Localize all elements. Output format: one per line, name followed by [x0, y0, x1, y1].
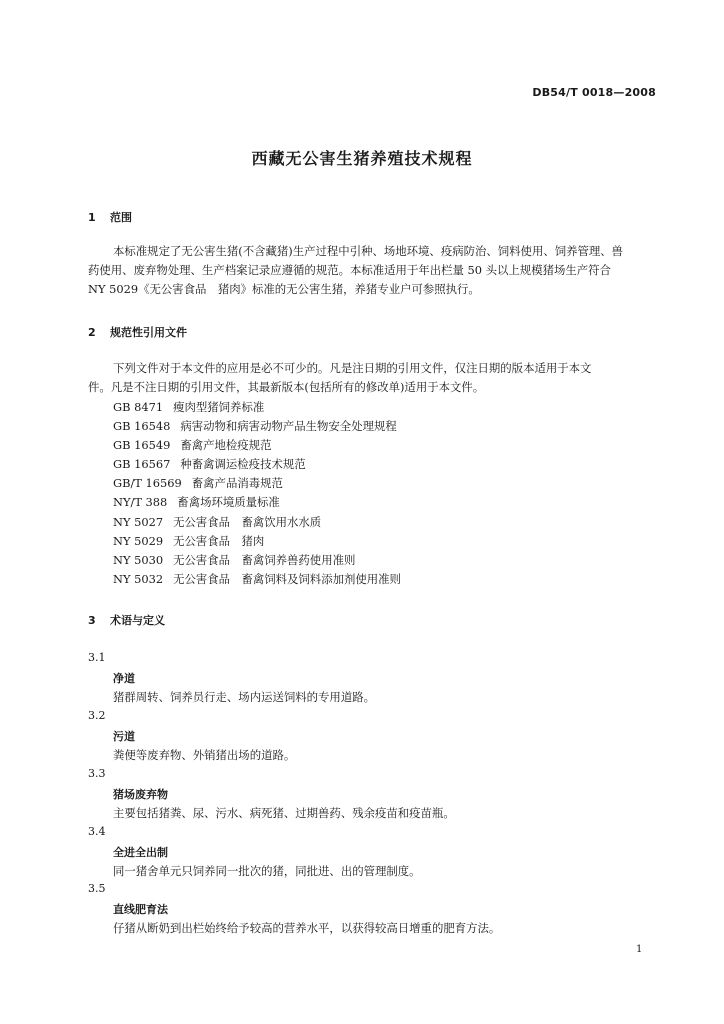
reference-title: 病害动物和病害动物产品生物安全处理规程	[180, 419, 397, 434]
term-name: 猪场废弃物	[113, 788, 168, 801]
section-2-line: 下列文件对于本文件的应用是必不可少的。凡是注日期的引用文件，仅注日期的版本适用于本文	[113, 361, 592, 375]
section-2-line: 件。凡是不注日期的引用文件，其最新版本(包括所有的修改单)适用于本文件。	[88, 380, 485, 394]
term-number: 3.3	[88, 767, 106, 780]
term-definition: 主要包括猪粪、尿、污水、病死猪、过期兽药、残余疫苗和疫苗瓶。	[113, 806, 455, 820]
term-name: 净道	[113, 672, 135, 685]
document-title: 西藏无公害生猪养殖技术规程	[251, 149, 473, 168]
reference-title: 无公害食品 猪肉	[173, 533, 265, 548]
reference-code: GB 16567	[113, 457, 171, 472]
section-title: 规范性引用文件	[110, 326, 187, 339]
term-definition: 同一猪舍单元只饲养同一批次的猪，同批进、出的管理制度。	[113, 864, 421, 878]
reference-item	[113, 551, 401, 570]
term-definition: 仔猪从断奶到出栏始终给予较高的营养水平，以获得较高日增重的肥育方法。	[113, 921, 501, 935]
section-1-line: NY 5029《无公害食品 猪肉》标准的无公害生猪，养猪专业户可参照执行。	[88, 282, 480, 296]
section-number: 1	[88, 211, 96, 224]
term-name: 直线肥育法	[113, 903, 168, 916]
standard-code: DB54/T 0018—2008	[532, 86, 656, 99]
reference-code: GB 16548	[113, 419, 171, 434]
reference-code: NY 5029	[113, 533, 164, 548]
section-1-line: 药使用、废弃物处理、生产档案记录应遵循的规范。本标准适用于年出栏量 50 头以上规模猪场生产符合	[88, 263, 611, 277]
section-number: 2	[88, 326, 96, 339]
reference-code: NY 5030	[113, 552, 164, 567]
section-3-heading	[88, 612, 165, 628]
reference-title: 无公害食品 畜禽饲养兽药使用准则	[173, 552, 356, 567]
reference-item	[113, 532, 401, 551]
reference-title: 畜禽产地检疫规范	[180, 438, 272, 453]
reference-item	[113, 398, 401, 417]
reference-item	[113, 570, 401, 589]
term-number: 3.2	[88, 709, 106, 722]
reference-item	[113, 436, 401, 455]
reference-item	[113, 474, 401, 493]
term-definition: 粪便等废弃物、外销猪出场的道路。	[113, 748, 296, 762]
reference-list	[113, 398, 401, 589]
reference-title: 畜禽产品消毒规范	[191, 476, 283, 491]
term-number: 3.5	[88, 882, 106, 895]
section-number: 3	[88, 614, 96, 627]
section-1-heading	[88, 209, 132, 225]
term-definition: 猪群周转、饲养员行走、场内运送饲料的专用道路。	[113, 690, 375, 704]
reference-code: NY 5027	[113, 514, 164, 529]
term-name: 全进全出制	[113, 846, 168, 859]
reference-title: 瘦肉型猪饲养标准	[173, 400, 265, 414]
reference-item	[113, 493, 401, 512]
reference-code: GB 8471	[113, 400, 164, 414]
reference-item	[113, 513, 401, 532]
reference-title: 种畜禽调运检疫技术规范	[180, 457, 306, 472]
section-1-line: 本标准规定了无公害生猪(不含藏猪)生产过程中引种、场地环境、疫病防治、饲料使用、饲养管理、兽	[113, 244, 624, 258]
term-name: 污道	[113, 730, 135, 743]
section-title: 范围	[110, 211, 132, 224]
reference-title: 无公害食品 畜禽饮用水水质	[173, 514, 322, 529]
reference-code: GB/T 16569	[113, 476, 182, 491]
reference-code: NY/T 388	[113, 495, 168, 510]
page-number: 1	[636, 944, 643, 955]
reference-code: GB 16549	[113, 438, 171, 453]
reference-item	[113, 417, 401, 436]
term-number: 3.1	[88, 651, 106, 664]
reference-code: NY 5032	[113, 571, 164, 586]
reference-title: 无公害食品 畜禽饲料及饲料添加剂使用准则	[173, 571, 401, 586]
section-title: 术语与定义	[110, 614, 165, 627]
term-number: 3.4	[88, 825, 106, 838]
reference-item	[113, 455, 401, 474]
reference-title: 畜禽场环境质量标准	[177, 495, 280, 510]
section-2-heading	[88, 324, 187, 340]
